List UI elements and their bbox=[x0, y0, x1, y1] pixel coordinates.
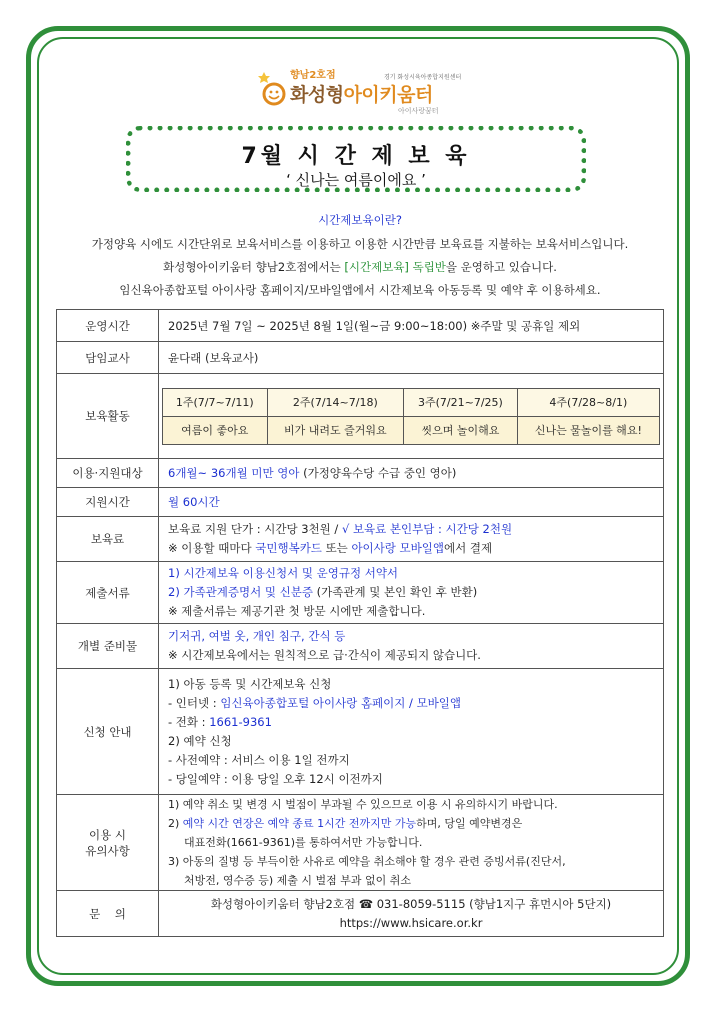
row-period bbox=[57, 310, 664, 342]
value-target: 6개월~ 36개월 미만 영아 (가정양육수당 수급 중인 영아) bbox=[159, 459, 664, 488]
value-items: 기저귀, 여벌 옷, 개인 침구, 간식 등 ※ 시간제보육에서는 원칙적으로 급·간식이 제공되지 않습니다. bbox=[159, 624, 664, 669]
value-teacher: 윤다래 (보육교사) bbox=[159, 342, 664, 374]
intro-heading: 시간제보육이란? bbox=[318, 213, 402, 227]
label-teacher: 담임교사 bbox=[57, 342, 159, 374]
label-support: 지원시간 bbox=[57, 488, 159, 517]
value-docs: 1) 시간제보육 이용신청서 및 운영규정 서약서 2) 가족관계증명서 및 신분증 (가족관계 및 본인 확인 후 반환) ※ 제출서류는 제공기관 첫 방문 시에만 제출합니다. bbox=[159, 562, 664, 624]
label-fee: 보육료 bbox=[57, 517, 159, 562]
week-1: 1주(7/7~7/11) bbox=[163, 388, 268, 416]
value-support: 월 60시간 bbox=[159, 488, 664, 517]
row-docs bbox=[57, 562, 664, 624]
row-fee bbox=[57, 517, 664, 562]
row-support bbox=[57, 488, 664, 517]
intro-line-1: 가정양육 시에도 시간단위로 보육서비스를 이용하고 이용한 시간만큼 보육료를 지불하는 보육서비스입니다. bbox=[91, 237, 629, 251]
website-link[interactable]: https://www.hsicare.or.kr bbox=[339, 915, 483, 930]
value-notes: 1) 예약 취소 및 변경 시 벌점이 부과될 수 있으므로 이용 시 유의하시기 바랍니다. 2) 예약 시간 연장은 예약 종료 1시간 전까지만 가능하며, 당일 예약변경은 대표전화(1661-9361)를 통하여서만 가능합니다. 3) 아동의 질병 등 부득이한 사유로 예약을 취소해야 할 경우 관련 증빙서류(진단서, 처방전, 영수증 등) 제출 시 벌점 부과 없이 취소 bbox=[159, 795, 664, 891]
week-3: 3주(7/21~7/25) bbox=[404, 388, 518, 416]
page-title: 7월 시 간 제 보 육 bbox=[241, 144, 471, 169]
row-teacher bbox=[57, 342, 664, 374]
title-box bbox=[126, 126, 586, 192]
row-apply bbox=[57, 669, 664, 795]
intro-line-2: 화성형아이키움터 향남2호점에서는 [시간제보육] 독립반을 운영하고 있습니다. bbox=[163, 260, 557, 274]
theme-4: 신나는 물놀이를 해요! bbox=[517, 416, 659, 444]
smiley-logo-icon bbox=[258, 72, 288, 106]
label-activity: 보육활동 bbox=[57, 374, 159, 459]
label-items: 개별 준비물 bbox=[57, 624, 159, 669]
row-items bbox=[57, 624, 664, 669]
brand-logo bbox=[258, 66, 478, 114]
value-activity bbox=[159, 374, 664, 459]
row-target bbox=[57, 459, 664, 488]
label-period: 운영시간 bbox=[57, 310, 159, 342]
label-apply: 신청 안내 bbox=[57, 669, 159, 795]
theme-3: 씻으며 놀이해요 bbox=[404, 416, 518, 444]
row-notes bbox=[57, 795, 664, 891]
row-contact bbox=[57, 891, 664, 937]
label-docs: 제출서류 bbox=[57, 562, 159, 624]
row-activity bbox=[57, 374, 664, 459]
org-name: 경기 화성시육아종합지원센터 bbox=[384, 74, 462, 81]
week-2: 2주(7/14~7/18) bbox=[267, 388, 404, 416]
theme-1: 여름이 좋아요 bbox=[163, 416, 268, 444]
label-notes: 이용 시 유의사항 bbox=[57, 795, 159, 891]
label-contact: 문 의 bbox=[57, 891, 159, 937]
weekly-table bbox=[162, 388, 660, 445]
label-target: 이용·지원대상 bbox=[57, 459, 159, 488]
brand-tagline: 아이사랑꿈터 bbox=[398, 107, 439, 115]
theme-2: 비가 내려도 즐거워요 bbox=[267, 416, 404, 444]
value-apply: 1) 아동 등록 및 시간제보육 신청 - 인터넷 : 임신육아종합포털 아이사랑 홈페이지 / 모바일앱 - 전화 : 1661-9361 2) 예약 신청 - 사전예약 : 서비스 이용 1일 전까지 - 당일예약 : 이용 당일 오후 12시 이전까지 bbox=[159, 669, 664, 795]
branch-name: 향남2호점 bbox=[290, 70, 336, 81]
brand-name: 화성형아이키움터 bbox=[290, 84, 433, 106]
info-table bbox=[56, 309, 664, 937]
value-period: 2025년 7월 7일 ~ 2025년 8월 1일(월~금 9:00~18:00) ※주말 및 공휴일 제외 bbox=[159, 310, 664, 342]
value-contact: 화성형아이키움터 향남2호점 ☎ 031-8059-5115 (향남1지구 휴먼시아 5단지) https://www.hsicare.or.kr bbox=[159, 891, 664, 937]
value-fee: 보육료 지원 단가 : 시간당 3천원 / √ 보육료 본인부담 : 시간당 2천원 ※ 이용할 때마다 국민행복카드 또는 아이사랑 모바일앱에서 결제 bbox=[159, 517, 664, 562]
page-subtitle: ‘ 신나는 여름이에요 ’ bbox=[286, 171, 426, 189]
week-4: 4주(7/28~8/1) bbox=[517, 388, 659, 416]
intro-line-3: 임신육아종합포털 아이사랑 홈페이지/모바일앱에서 시간제보육 아동등록 및 예약 후 이용하세요. bbox=[119, 283, 601, 297]
